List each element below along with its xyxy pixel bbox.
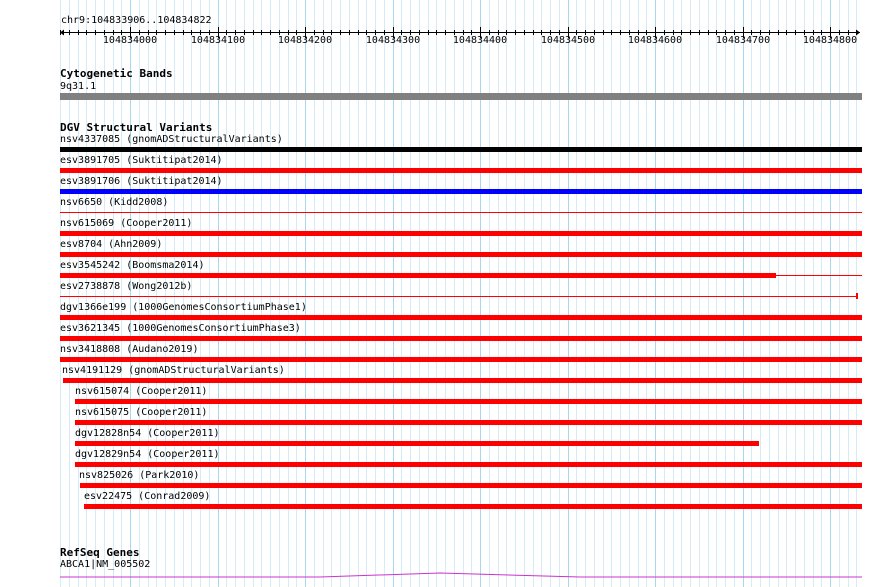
variant-label[interactable]: nsv6650 (Kidd2008)	[60, 197, 169, 208]
ruler-tick-label: 104834500	[540, 35, 596, 46]
refseq-gene-intron-line[interactable]	[0, 568, 890, 580]
ruler-tick-label: 104834200	[277, 35, 333, 46]
variant-label[interactable]: esv8704 (Ahn2009)	[60, 239, 163, 250]
variant-bar[interactable]	[60, 296, 856, 297]
variant-label[interactable]: nsv615069 (Cooper2011)	[60, 218, 193, 229]
variant-label[interactable]: nsv3418808 (Audano2019)	[60, 344, 199, 355]
variant-bar[interactable]	[75, 399, 862, 404]
variant-label[interactable]: dgv12829n54 (Cooper2011)	[75, 449, 220, 460]
variant-label[interactable]: dgv1366e199 (1000GenomesConsortiumPhase1)	[60, 302, 307, 313]
ruler-tick-label: 104834600	[627, 35, 683, 46]
cytoband-label: 9q31.1	[60, 81, 97, 92]
variant-bar[interactable]	[75, 441, 759, 446]
variant-label[interactable]: nsv4337085 (gnomADStructuralVariants)	[60, 134, 283, 145]
variant-bar[interactable]	[75, 420, 862, 425]
ruler-tick-label: 104834700	[715, 35, 771, 46]
variant-label[interactable]: esv2738878 (Wong2012b)	[60, 281, 193, 292]
variant-bar[interactable]	[60, 212, 862, 213]
variant-label[interactable]: nsv825026 (Park2010)	[79, 470, 200, 481]
variant-bar[interactable]	[60, 147, 862, 152]
variant-label[interactable]: esv3891706 (Suktitipat2014)	[60, 176, 223, 187]
location-label: chr9:104833906..104834822	[61, 15, 212, 26]
cytoband-bar[interactable]	[60, 93, 862, 100]
variant-bar[interactable]	[80, 483, 862, 488]
intron-polyline	[60, 573, 862, 577]
ruler-tick-label: 104834100	[190, 35, 246, 46]
variant-bar[interactable]	[60, 168, 862, 173]
ruler-tick-label: 104834300	[365, 35, 421, 46]
ruler-tick-label: 104834400	[452, 35, 508, 46]
dgv-track-title[interactable]: DGV Structural Variants	[60, 121, 213, 134]
variant-label[interactable]: esv3891705 (Suktitipat2014)	[60, 155, 223, 166]
variant-label[interactable]: esv22475 (Conrad2009)	[84, 491, 211, 502]
variant-bar[interactable]	[60, 252, 862, 257]
variant-bar[interactable]	[60, 189, 862, 194]
variant-bar[interactable]	[63, 378, 862, 383]
variant-bar[interactable]	[60, 336, 862, 341]
ruler-tick-label: 104834800	[802, 35, 858, 46]
cytoband-track-title[interactable]: Cytogenetic Bands	[60, 67, 173, 80]
variant-bar[interactable]	[60, 273, 776, 278]
variant-bar[interactable]	[60, 315, 862, 320]
variant-label[interactable]: esv3621345 (1000GenomesConsortiumPhase3)	[60, 323, 301, 334]
variant-label[interactable]: nsv615074 (Cooper2011)	[75, 386, 208, 397]
variant-bar[interactable]	[60, 231, 862, 236]
variant-bar[interactable]	[75, 462, 862, 467]
variant-bar[interactable]	[84, 504, 862, 509]
ruler-tick-label: 104834000	[102, 35, 158, 46]
variant-label[interactable]: esv3545242 (Boomsma2014)	[60, 260, 205, 271]
variant-tail-line[interactable]	[776, 275, 862, 276]
refseq-track-title[interactable]: RefSeq Genes	[60, 546, 140, 559]
variant-label[interactable]: nsv4191129 (gnomADStructuralVariants)	[62, 365, 285, 376]
variant-end-cap[interactable]	[856, 293, 858, 299]
refseq-gene-label[interactable]: ABCA1|NM_005502	[60, 559, 151, 570]
variant-bar[interactable]	[60, 357, 862, 362]
variant-label[interactable]: nsv615075 (Cooper2011)	[75, 407, 208, 418]
variant-label[interactable]: dgv12828n54 (Cooper2011)	[75, 428, 220, 439]
